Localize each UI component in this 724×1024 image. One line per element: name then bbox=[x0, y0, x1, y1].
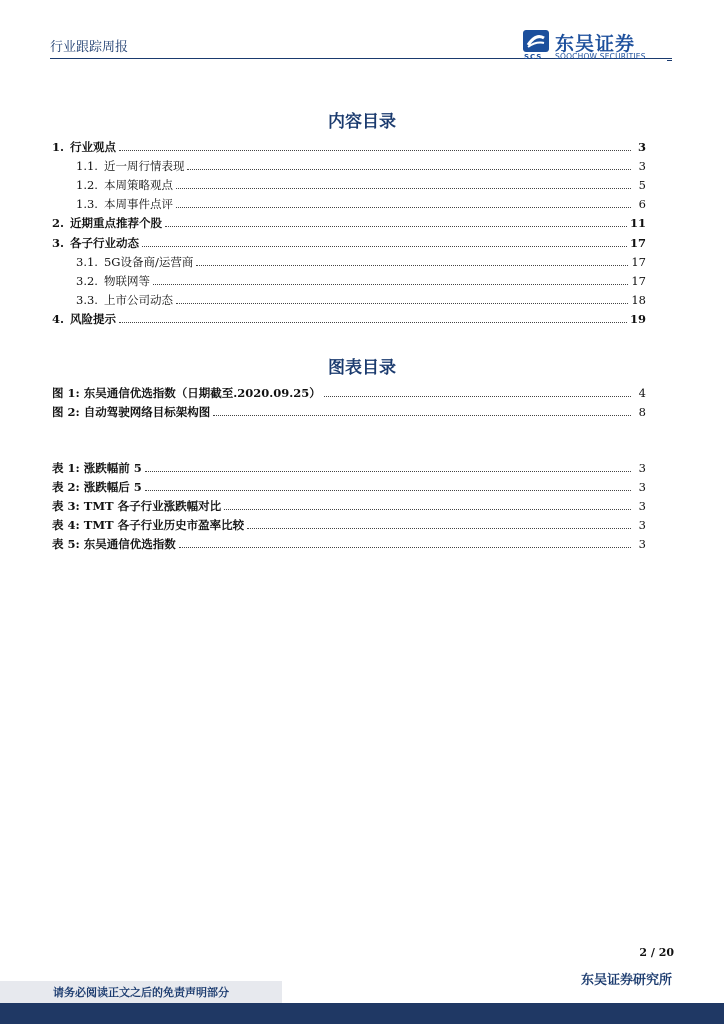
dot-leader bbox=[324, 396, 631, 397]
entry-number: 3.3. bbox=[76, 293, 98, 307]
table-label: 表 5: bbox=[52, 537, 80, 551]
toc-section-entry[interactable] bbox=[76, 174, 646, 192]
dot-leader bbox=[119, 322, 627, 323]
dot-leader bbox=[176, 303, 628, 304]
entry-number: 1. bbox=[52, 140, 65, 154]
figure-title: 东吴通信优选指数（日期截至.2020.09.25） bbox=[83, 386, 321, 400]
entry-number: 3.1. bbox=[76, 255, 98, 269]
page-ref: 17 bbox=[631, 274, 646, 288]
table-entry[interactable] bbox=[52, 495, 646, 513]
toc-section-entry[interactable] bbox=[76, 251, 646, 269]
dot-leader bbox=[165, 226, 627, 227]
table-title: 涨跌幅后 5 bbox=[83, 480, 142, 494]
disclaimer-notice: 请务必阅读正文之后的免责声明部分 bbox=[0, 981, 282, 1003]
entry-number: 1.1. bbox=[76, 159, 98, 173]
toc-title: 内容目录 bbox=[328, 112, 396, 132]
page-ref: 5 bbox=[638, 178, 646, 192]
figure-label: 图 2: bbox=[52, 405, 80, 419]
report-type: 行业跟踪周报 bbox=[50, 40, 129, 55]
entry-number: 3. bbox=[52, 236, 65, 250]
table-label: 表 1: bbox=[52, 461, 80, 475]
entry-title: 风险提示 bbox=[70, 312, 117, 326]
institute-name: 东吴证券研究所 bbox=[580, 973, 672, 988]
page-ref: 19 bbox=[629, 312, 646, 326]
company-logo bbox=[523, 30, 673, 64]
entry-title: 行业观点 bbox=[70, 140, 117, 154]
logo-en-text: SOOCHOW SECURITIES bbox=[555, 52, 646, 61]
page-ref: 4 bbox=[638, 386, 646, 400]
footer-bar bbox=[0, 1003, 724, 1024]
dot-leader bbox=[213, 415, 631, 416]
table-entry[interactable] bbox=[52, 457, 646, 475]
page-ref: 3 bbox=[638, 480, 646, 494]
page-ref: 11 bbox=[629, 216, 646, 230]
page-ref: 17 bbox=[629, 236, 646, 250]
entry-title: 本周事件点评 bbox=[103, 197, 173, 211]
table-title: 东吴通信优选指数 bbox=[83, 537, 176, 551]
page-ref: 8 bbox=[638, 405, 646, 419]
entry-number: 3.2. bbox=[76, 274, 98, 288]
dot-leader bbox=[224, 509, 631, 510]
page-ref: 3 bbox=[638, 537, 646, 551]
toc-chapter-entry[interactable] bbox=[52, 232, 646, 250]
dot-leader bbox=[119, 150, 631, 151]
table-entry[interactable] bbox=[52, 476, 646, 494]
toc-section-entry[interactable] bbox=[76, 289, 646, 307]
page-ref: 6 bbox=[638, 197, 646, 211]
toc-section-entry[interactable] bbox=[76, 270, 646, 288]
table-title: TMT 各子行业历史市盈率比较 bbox=[83, 518, 245, 532]
dot-leader bbox=[176, 188, 631, 189]
entry-number: 1.2. bbox=[76, 178, 98, 192]
figures-title: 图表目录 bbox=[328, 358, 396, 378]
dot-leader bbox=[196, 265, 628, 266]
entry-number: 4. bbox=[52, 312, 65, 326]
page-number: 2 / 20 bbox=[639, 946, 674, 959]
dot-leader bbox=[142, 246, 627, 247]
dot-leader bbox=[247, 528, 631, 529]
dot-leader bbox=[187, 169, 631, 170]
dot-leader bbox=[145, 471, 631, 472]
dot-leader bbox=[145, 490, 631, 491]
figure-label: 图 1: bbox=[52, 386, 80, 400]
figure-entry[interactable] bbox=[52, 401, 646, 419]
toc-section-entry[interactable] bbox=[76, 155, 646, 173]
toc-section-entry[interactable] bbox=[76, 193, 646, 211]
page-ref: 3 bbox=[637, 140, 646, 154]
table-entry[interactable] bbox=[52, 533, 646, 551]
table-title: 涨跌幅前 5 bbox=[83, 461, 142, 475]
page-ref: 3 bbox=[638, 518, 646, 532]
figure-title: 自动驾驶网络目标架构图 bbox=[83, 405, 211, 419]
table-title: TMT 各子行业涨跌幅对比 bbox=[83, 499, 222, 513]
toc-chapter-entry[interactable] bbox=[52, 308, 646, 326]
page-ref: 3 bbox=[638, 499, 646, 513]
entry-title: 上市公司动态 bbox=[103, 293, 173, 307]
dot-leader bbox=[179, 547, 631, 548]
page-ref: 3 bbox=[638, 461, 646, 475]
figure-entry[interactable] bbox=[52, 382, 646, 400]
entry-title: 物联网等 bbox=[103, 274, 150, 288]
logo-icon bbox=[523, 30, 549, 54]
logo-abbr-text: SCS bbox=[524, 53, 543, 61]
entry-title: 各子行业动态 bbox=[70, 236, 140, 250]
table-entry[interactable] bbox=[52, 514, 646, 532]
page-ref: 18 bbox=[631, 293, 646, 307]
entry-title: 本周策略观点 bbox=[103, 178, 173, 192]
entry-title: 近期重点推荐个股 bbox=[70, 216, 163, 230]
table-label: 表 4: bbox=[52, 518, 80, 532]
dot-leader bbox=[153, 284, 628, 285]
page-ref: 17 bbox=[631, 255, 646, 269]
table-label: 表 3: bbox=[52, 499, 80, 513]
entry-number: 2. bbox=[52, 216, 65, 230]
entry-title: 近一周行情表现 bbox=[103, 159, 185, 173]
toc-chapter-entry[interactable] bbox=[52, 212, 646, 230]
table-label: 表 2: bbox=[52, 480, 80, 494]
entry-title: 5G设备商/运营商 bbox=[103, 255, 194, 269]
page-ref: 3 bbox=[638, 159, 646, 173]
entry-number: 1.3. bbox=[76, 197, 98, 211]
toc-chapter-entry[interactable] bbox=[52, 136, 646, 154]
dot-leader bbox=[176, 207, 631, 208]
logo-cn-text: 东吴证券 bbox=[555, 33, 636, 55]
